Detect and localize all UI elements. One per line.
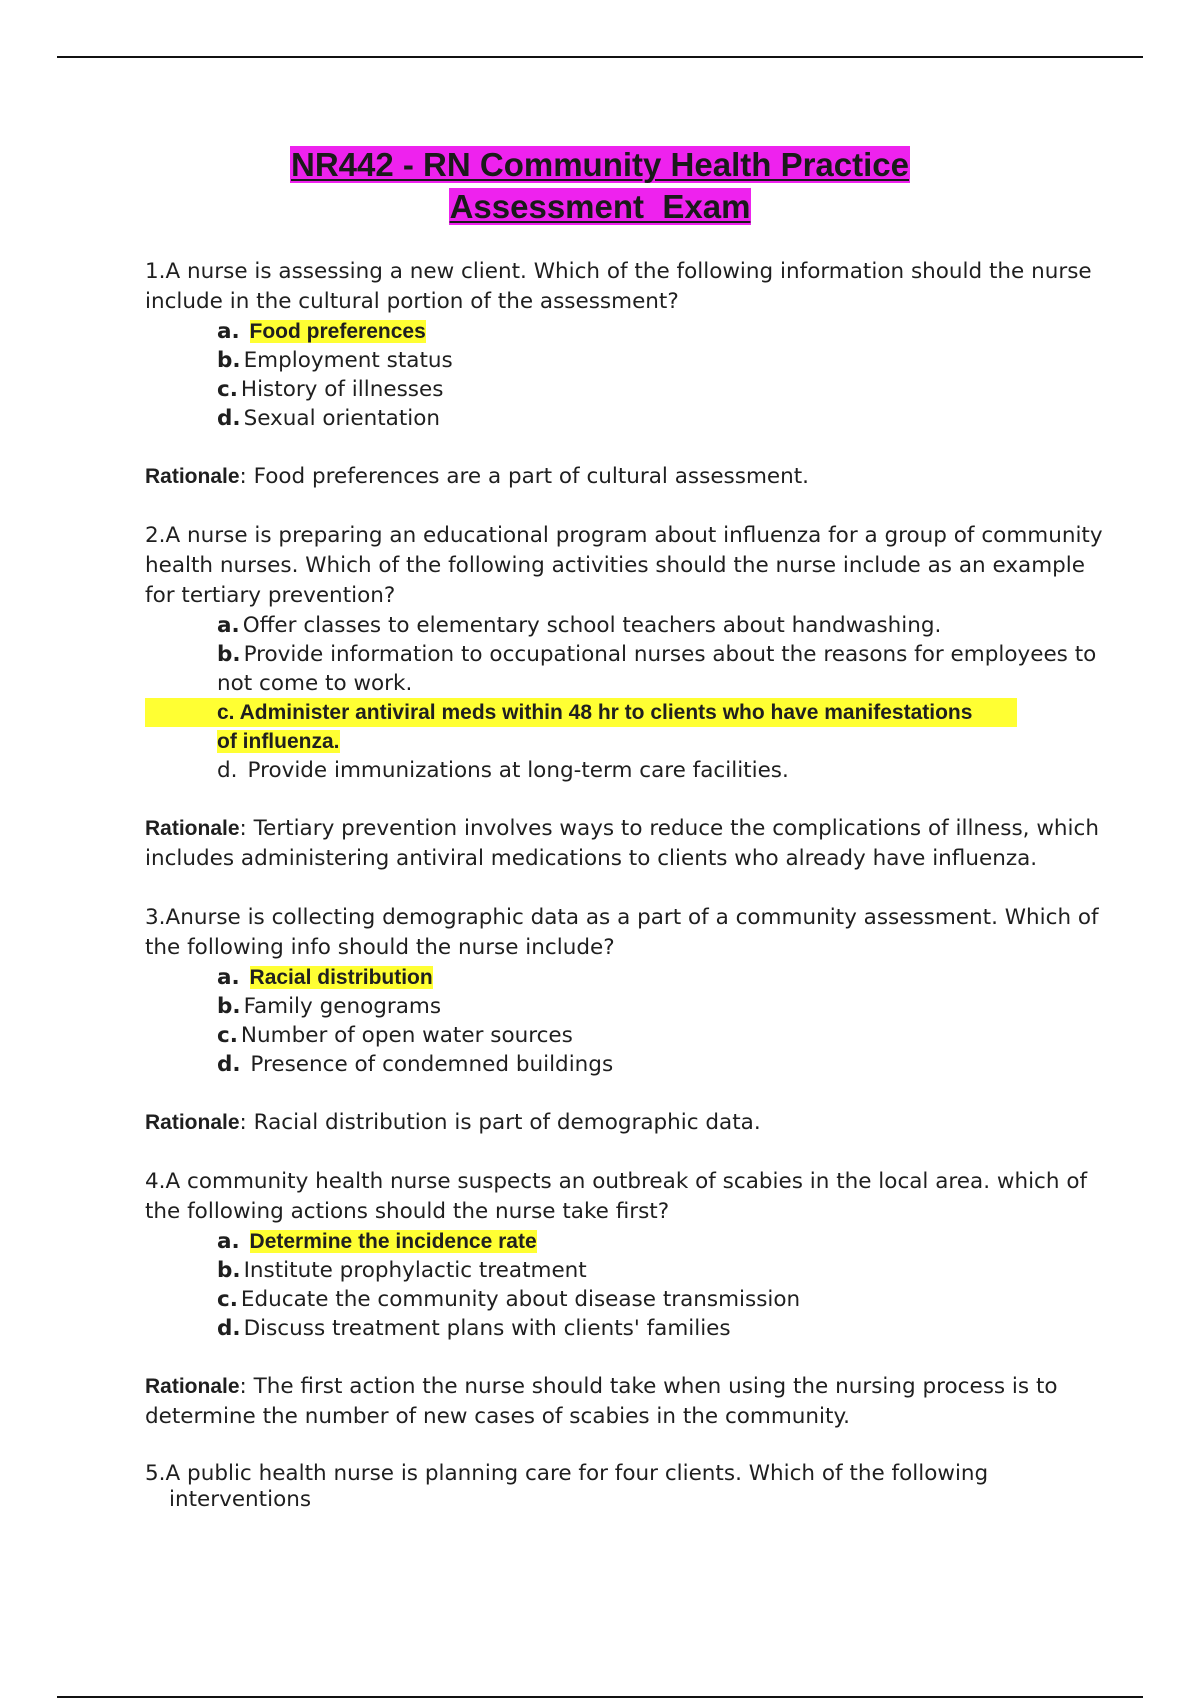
option-c: c. Educate the community about disease transmission (217, 1287, 801, 1312)
option-c: c. Number of open water sources (217, 1023, 573, 1048)
question-text: 5.A public health nurse is planning care for four clients. Which of the following (145, 1461, 989, 1486)
question-text: 1.A nurse is assessing a new client. Which of the following information should the nurse include in the cultural portion of the assessment? (145, 259, 1092, 314)
option-a: a. Food preferences (217, 319, 426, 344)
rationale: Rationale: Food preferences are a part of cultural assessment. (145, 464, 810, 489)
correct-answer: Food preferences (249, 320, 426, 343)
rationale: Rationale: The first action the nurse should take when using the nursing process is to determine the number of new cases of scabies in the community. (145, 1374, 1058, 1429)
option-b: b. Institute prophylactic treatment (217, 1258, 587, 1283)
option-a: a. Offer classes to elementary school teachers about handwashing. (217, 613, 942, 638)
question-text: 2.A nurse is preparing an educational program about influenza for a group of community health nurses. Which of the following activities should the nurse include as an example for tertiary prevention? (145, 523, 1103, 608)
question-3 (145, 903, 1105, 1138)
question-1 (145, 257, 1105, 492)
question-text: 4.A community health nurse suspects an outbreak of scabies in the local area. which of the following actions should the nurse take first? (145, 1169, 1088, 1224)
title-line-1: NR442 - RN Community Health Practice (291, 146, 909, 183)
answer-options (145, 317, 1105, 433)
top-rule (57, 56, 1143, 58)
option-d: d. Discuss treatment plans with clients' families (217, 1316, 731, 1341)
option-b: b. Provide information to occupational nurses about the reasons for employees to not come to work. (217, 642, 1097, 696)
document-title (0, 144, 1200, 228)
option-a: a. Racial distribution (217, 965, 433, 990)
question-text-continued: interventions (169, 1487, 312, 1512)
option-c: c. History of illnesses (217, 377, 444, 402)
answer-options (145, 1227, 1105, 1343)
bottom-rule (57, 1696, 1143, 1698)
option-d: d. Presence of condemned buildings (217, 1052, 614, 1077)
option-d: d. Sexual orientation (217, 406, 441, 431)
answer-options (145, 963, 1105, 1079)
option-c-continued: of influenza. (217, 730, 340, 753)
option-b: b. Employment status (217, 348, 453, 373)
question-2 (145, 521, 1105, 874)
rationale: Rationale: Tertiary prevention involves ways to reduce the complications of illness, which includes administering antiviral medications to clients who already have influenza. (145, 816, 1099, 871)
correct-answer: Administer antiviral meds within 48 hr to clients who have manifestations (239, 701, 973, 724)
correct-answer: Racial distribution (249, 966, 433, 989)
option-d: d. Provide immunizations at long-term care facilities. (217, 758, 789, 783)
option-b: b. Family genograms (217, 994, 442, 1019)
title-line-2: Assessment Exam (449, 188, 751, 225)
answer-options (145, 611, 1105, 785)
question-4 (145, 1167, 1105, 1432)
correct-answer: Determine the incidence rate (249, 1230, 537, 1253)
question-text: 3.Anurse is collecting demographic data as a part of a community assessment. Which of the following info should the nurse include? (145, 905, 1099, 960)
question-5 (145, 1461, 1105, 1513)
option-c: c. Administer antiviral meds within 48 hr to clients who have manifestations (145, 698, 1017, 727)
option-a: a. Determine the incidence rate (217, 1229, 537, 1254)
rationale: Rationale: Racial distribution is part of demographic data. (145, 1110, 761, 1135)
exam-content (145, 257, 1105, 1513)
